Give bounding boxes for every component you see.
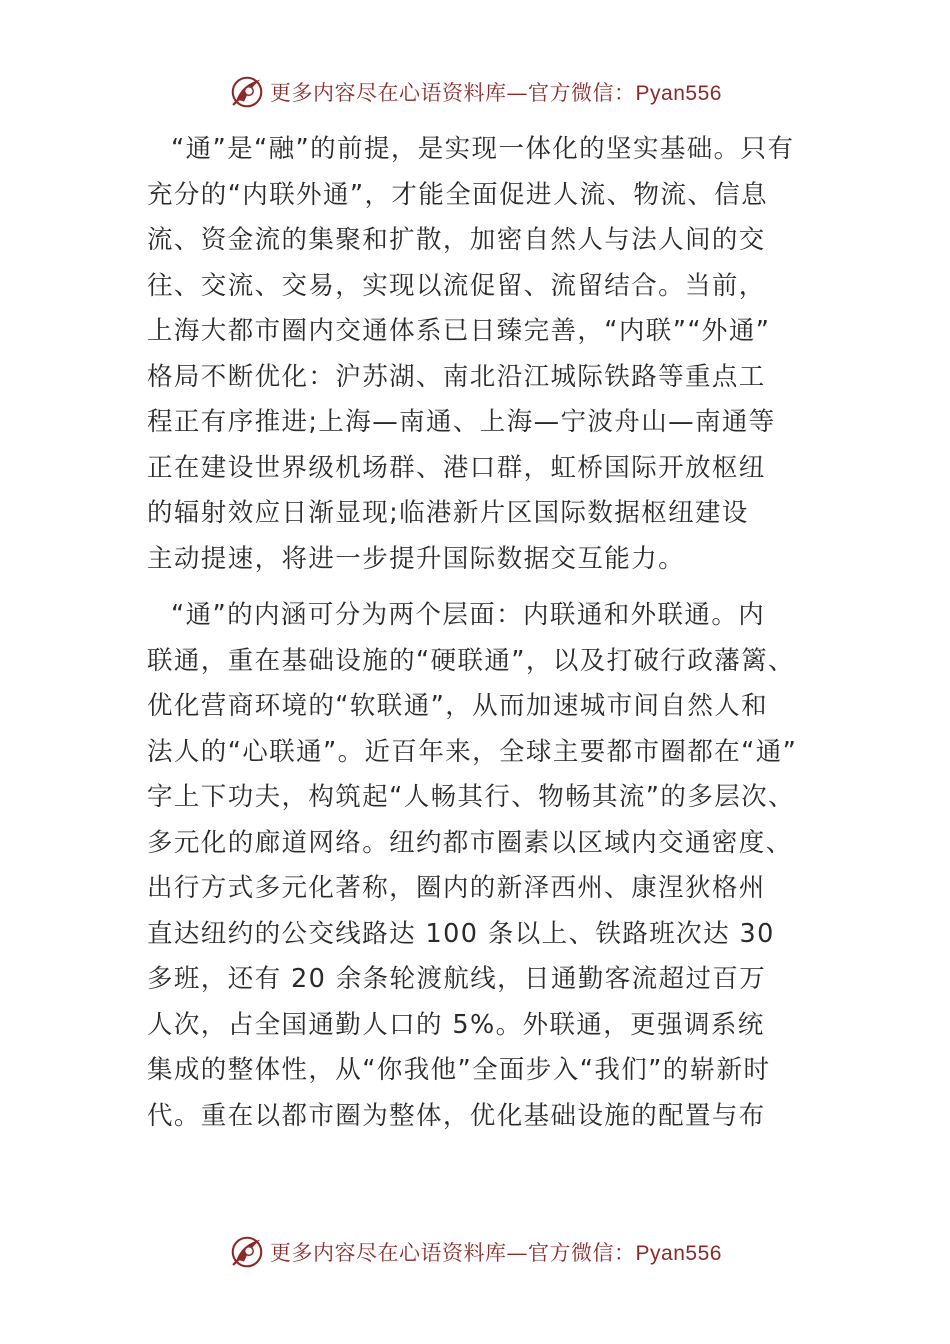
paragraph-line: 法人的“心联通”。近百年来，全球主要都市圈都在“通” xyxy=(147,736,798,767)
paragraph-line: 优化营商环境的“软联通”，从而加速城市间自然人和 xyxy=(147,691,769,721)
paragraph-line: 直达纽约的公交线路达 100 条以上、铁路班次达 30 xyxy=(147,918,775,949)
footer-lead: 更多内容尽在心语资料库 xyxy=(270,1241,507,1265)
document-body xyxy=(147,127,807,1139)
paragraph-line: 出行方式多元化著称，圈内的新泽西州、康涅狄格州 xyxy=(147,873,766,903)
paragraph-line: 程正有序推进;上海—南通、上海—宁波舟山—南通等 xyxy=(147,407,776,437)
paragraph-line: 字上下功夫，构筑起“人畅其行、物畅其流”的多层次、 xyxy=(147,782,795,812)
footer-dash: — xyxy=(506,1241,529,1265)
header-dash: — xyxy=(506,81,529,105)
footer-banner-text xyxy=(270,1237,722,1267)
logo-icon xyxy=(228,1233,266,1271)
paragraph-line: 流、资金流的集聚和扩散，加密自然人与法人间的交 xyxy=(147,225,766,255)
paragraph-1 xyxy=(147,127,807,582)
paragraph-line: 格局不断优化：沪苏湖、南北沿江城际铁路等重点工 xyxy=(147,361,766,392)
header-lead: 更多内容尽在心语资料库 xyxy=(270,81,507,105)
header-label: 官方微信： xyxy=(528,81,636,105)
paragraph-line: 多元化的廊道网络。纽约都市圈素以区域内交通密度、 xyxy=(147,827,793,858)
header-banner-text xyxy=(270,77,722,107)
paragraph-line: 人次，占全国通勤人口的 5%。外联通，更强调系统 xyxy=(147,1009,765,1040)
header-banner xyxy=(0,72,950,112)
paragraph-line: “通”的内涵可分为两个层面：内联通和外联通。内 xyxy=(171,600,766,630)
paragraph-2 xyxy=(147,593,807,1139)
header-wechat-id: Pyan556 xyxy=(635,82,722,105)
paragraph-line: 的辐射效应日渐显现;临港新片区国际数据枢纽建设 xyxy=(147,498,749,528)
paragraph-line: 联通，重在基础设施的“硬联通”，以及打破行政藩篱、 xyxy=(147,645,795,676)
paragraph-line: 充分的“内联外通”，才能全面促进人流、物流、信息 xyxy=(147,179,769,210)
paragraph-line: 往、交流、交易，实现以流促留、流留结合。当前， xyxy=(147,270,766,301)
paragraph-line: 集成的整体性，从“你我他”全面步入“我们”的崭新时 xyxy=(147,1055,771,1085)
paragraph-line: 正在建设世界级机场群、港口群，虹桥国际开放枢纽 xyxy=(147,452,766,483)
footer-wechat-id: Pyan556 xyxy=(635,1242,722,1265)
paragraph-line: 上海大都市圈内交通体系已日臻完善，“内联”“外通” xyxy=(147,316,771,346)
footer-banner xyxy=(0,1232,950,1272)
paragraph-line: “通”是“融”的前提，是实现一体化的坚实基础。只有 xyxy=(171,134,795,164)
logo-icon xyxy=(228,73,266,111)
paragraph-line: 主动提速，将进一步提升国际数据交互能力。 xyxy=(147,543,686,574)
footer-label: 官方微信： xyxy=(528,1241,636,1265)
paragraph-line: 代。重在以都市圈为整体，优化基础设施的配置与布 xyxy=(147,1100,766,1131)
paragraph-line: 多班，还有 20 余条轮渡航线，日通勤客流超过百万 xyxy=(147,964,767,994)
